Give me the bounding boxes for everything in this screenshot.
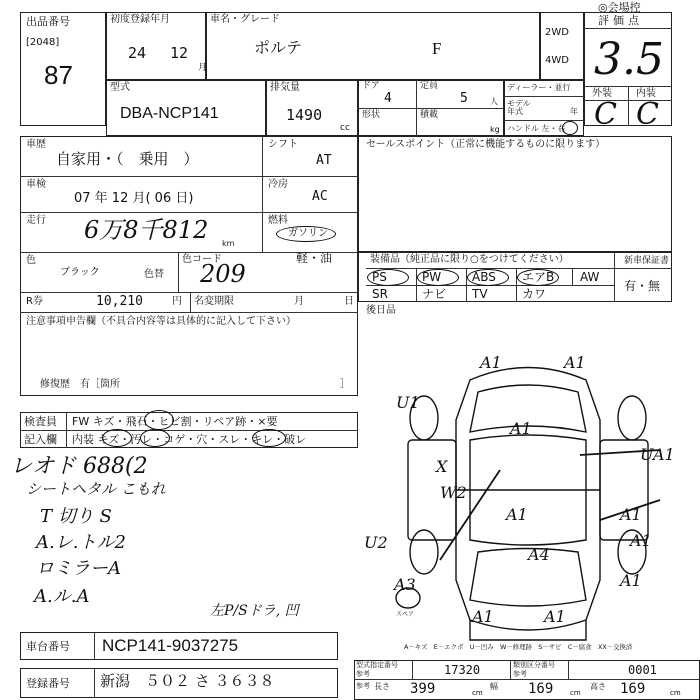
length-value: 399 xyxy=(410,681,436,697)
rating-label: 型式指定番号 xyxy=(356,661,398,669)
lot-number: 87 xyxy=(44,60,73,90)
exterior-grade: C xyxy=(594,97,617,132)
color-value: ブラック xyxy=(60,267,100,278)
door-value: 4 xyxy=(384,91,392,106)
fuel-gas: ガソリン xyxy=(288,228,328,239)
damage-legend: A－キズ E－エクボ U－凹み W－修理跡 S－サビ C－腐食 XX－交換済 xyxy=(404,643,633,651)
drive-4wd: 4WD xyxy=(545,55,569,66)
entry-items: 内装 キズ・汚レ・コゲ・穴・スレ・キレ・破レ xyxy=(72,433,307,446)
damage-mark-11: A4 xyxy=(528,545,550,564)
exterior-label: 外装 xyxy=(592,88,612,99)
damage-mark-9: A1 xyxy=(630,531,652,550)
color-code-value: 209 xyxy=(200,260,246,288)
cc-unit: cc xyxy=(340,123,350,133)
color-label: 色 xyxy=(26,255,36,266)
reg-value: 新潟 ５０２ さ ３６３８ xyxy=(100,672,275,690)
equipment-item-row2-1: ナビ xyxy=(422,287,447,301)
equipment-circle-2 xyxy=(467,269,509,286)
damage-mark-13: A1 xyxy=(472,607,494,626)
warranty-value: 有・無 xyxy=(624,279,661,293)
equipment-item-row2-2: TV xyxy=(472,287,488,301)
top-stamp: ◎会場控 xyxy=(598,1,641,14)
category-value: 0001 xyxy=(628,663,657,677)
damage-mark-12: A3 xyxy=(394,575,416,594)
fuel-label: 燃料 xyxy=(268,215,288,226)
bottom-note: 左P/Sドラ, 凹 xyxy=(210,603,299,619)
type-label: 型式 xyxy=(110,82,130,93)
mileage-value: 6万8千812 xyxy=(84,216,209,244)
fuel-diesel: 軽・油 xyxy=(296,251,333,265)
history-label: 車歴 xyxy=(26,139,46,150)
reg-label: 登録番号 xyxy=(26,677,70,690)
rating-ref-label: 参考 xyxy=(356,670,370,678)
first-reg-month: 12 xyxy=(170,44,189,62)
equipment-circle-1 xyxy=(417,269,459,286)
later-items-label: 後日品 xyxy=(366,305,396,316)
load-label: 積載 xyxy=(420,110,439,120)
chassis-value: NCP141-9037275 xyxy=(102,636,239,655)
equipment-item-row2-3: カワ xyxy=(522,287,547,301)
equipment-item-row2-0: SR xyxy=(372,287,388,301)
repair-label: 修復歴 有［箇所 xyxy=(40,379,120,390)
width-value: 169 xyxy=(528,681,554,697)
handwritten-note-3: A.レ.トル2 xyxy=(36,532,126,553)
handwritten-note-5: A.ル.A xyxy=(34,586,90,607)
height-label: 高さ xyxy=(590,682,606,691)
damage-mark-4: UA1 xyxy=(640,445,675,464)
chassis-label: 車台番号 xyxy=(26,640,70,653)
category-ref-label: 参考 xyxy=(513,670,527,678)
equipment-item-row1-4: AW xyxy=(580,270,600,284)
spare-label: スペア xyxy=(396,611,415,618)
expiry-month: 月 xyxy=(294,296,304,307)
color-change-label: 色替 xyxy=(144,269,164,280)
damage-mark-3: A1 xyxy=(510,419,532,438)
mileage-label: 走行 xyxy=(26,215,46,226)
handwritten-note-1: シートヘタル こもれ xyxy=(26,480,166,498)
mileage-unit: km xyxy=(222,239,235,248)
category-label: 類別区分番号 xyxy=(513,661,555,669)
damage-mark-14: A1 xyxy=(544,607,566,626)
month-unit: 月 xyxy=(198,63,208,73)
model-label: 車名・グレード xyxy=(210,14,280,25)
lot-label: 出品番号 xyxy=(26,15,70,28)
capacity-value: 5 xyxy=(460,91,468,106)
cc-label: 排気量 xyxy=(270,82,300,93)
height-unit: cm xyxy=(670,689,681,697)
width-label: 幅 xyxy=(490,682,498,691)
year-unit: 年 xyxy=(570,107,578,116)
shift-value: AT xyxy=(316,153,332,168)
recycle-label: R券 xyxy=(26,296,43,307)
expiry-label: 名変期限 xyxy=(194,296,234,307)
inspection-value: 07 年 12 月( 06 日) xyxy=(74,191,194,206)
ac-value: AC xyxy=(312,189,328,204)
expiry-day: 日 xyxy=(344,296,354,307)
equipment-item-row1-2: ABS xyxy=(472,270,496,284)
shift-label: シフト xyxy=(268,139,298,150)
type-value: DBA-NCP141 xyxy=(120,105,219,122)
history-value: 自家用・（ 乗用 ） xyxy=(56,150,199,168)
score-label: 評価点 xyxy=(598,14,643,27)
length-label: 長さ xyxy=(374,682,390,691)
length-unit: cm xyxy=(472,689,483,697)
first-reg-year: 24 xyxy=(128,44,147,62)
lot-bracket: [2048] xyxy=(26,37,60,48)
interior-grade: C xyxy=(636,97,659,132)
equipment-label: 装備品（純正品に限り○をつけてください） xyxy=(370,254,569,265)
model-year-label: モデル年式 xyxy=(507,99,531,116)
grade: F xyxy=(432,39,442,58)
load-unit: kg xyxy=(490,125,500,134)
score-value: 3.5 xyxy=(594,34,664,85)
dealer-label: ディーラー・並行 xyxy=(507,83,571,92)
ac-label: 冷房 xyxy=(268,179,288,190)
color-code-label: 色コード xyxy=(182,254,222,265)
capacity-label: 定員 xyxy=(420,81,439,91)
inspection-label: 車検 xyxy=(26,179,46,190)
recycle-value: 10,210 xyxy=(96,294,143,309)
equipment-item-row1-0: PS xyxy=(372,270,387,284)
cc-value: 1490 xyxy=(286,106,323,124)
inspector-items: FW キズ・飛石・ヒビ割・リペア跡・×要 xyxy=(72,415,278,428)
warranty-label: 新車保証書 xyxy=(624,256,670,266)
first-reg-label: 初度登録年月 xyxy=(110,14,170,25)
dim-ref-label: 参考 xyxy=(356,682,370,690)
handle-label: ハンドル 左・右 xyxy=(507,124,566,133)
damage-mark-0: A1 xyxy=(480,353,502,372)
entry-label: 記入欄 xyxy=(24,433,57,446)
interior-label: 内装 xyxy=(636,88,656,99)
damage-mark-15: A1 xyxy=(620,571,642,590)
equipment-item-row1-3: エアB xyxy=(522,270,555,284)
damage-mark-7: A1 xyxy=(506,505,528,524)
equipment-item-row1-1: PW xyxy=(422,270,442,284)
equipment-circle-0 xyxy=(367,269,409,286)
repair-close: ］ xyxy=(340,379,350,390)
height-value: 169 xyxy=(620,681,646,697)
door-label: ドア xyxy=(362,81,380,91)
recycle-unit: 円 xyxy=(172,296,182,307)
capacity-unit: 人 xyxy=(490,97,498,106)
equipment-circle-3 xyxy=(517,269,559,286)
damage-mark-1: A1 xyxy=(564,353,586,372)
damage-mark-8: A1 xyxy=(620,505,642,524)
model-name: ポルテ xyxy=(254,38,303,57)
notes-label: 注意事項申告欄（不具合内容等は具体的に記入して下さい） xyxy=(26,316,296,327)
handwritten-note-4: ロミラーA xyxy=(36,558,121,579)
handwritten-note-2: T 切り S xyxy=(40,506,112,527)
damage-mark-6: W2 xyxy=(440,483,467,502)
sales-point-label: セールスポイント（正常に機能するものに限ります） xyxy=(366,139,606,150)
drive-2wd: 2WD xyxy=(545,27,569,38)
inspector-label: 検査員 xyxy=(24,415,57,428)
shape-label: 形状 xyxy=(362,110,381,120)
width-unit: cm xyxy=(570,689,581,697)
damage-mark-5: X xyxy=(436,457,448,476)
damage-mark-2: U1 xyxy=(396,393,420,412)
damage-mark-10: U2 xyxy=(364,533,388,552)
rating-value: 17320 xyxy=(444,663,481,677)
handwritten-note-0: レオド 688(2 xyxy=(10,454,148,479)
